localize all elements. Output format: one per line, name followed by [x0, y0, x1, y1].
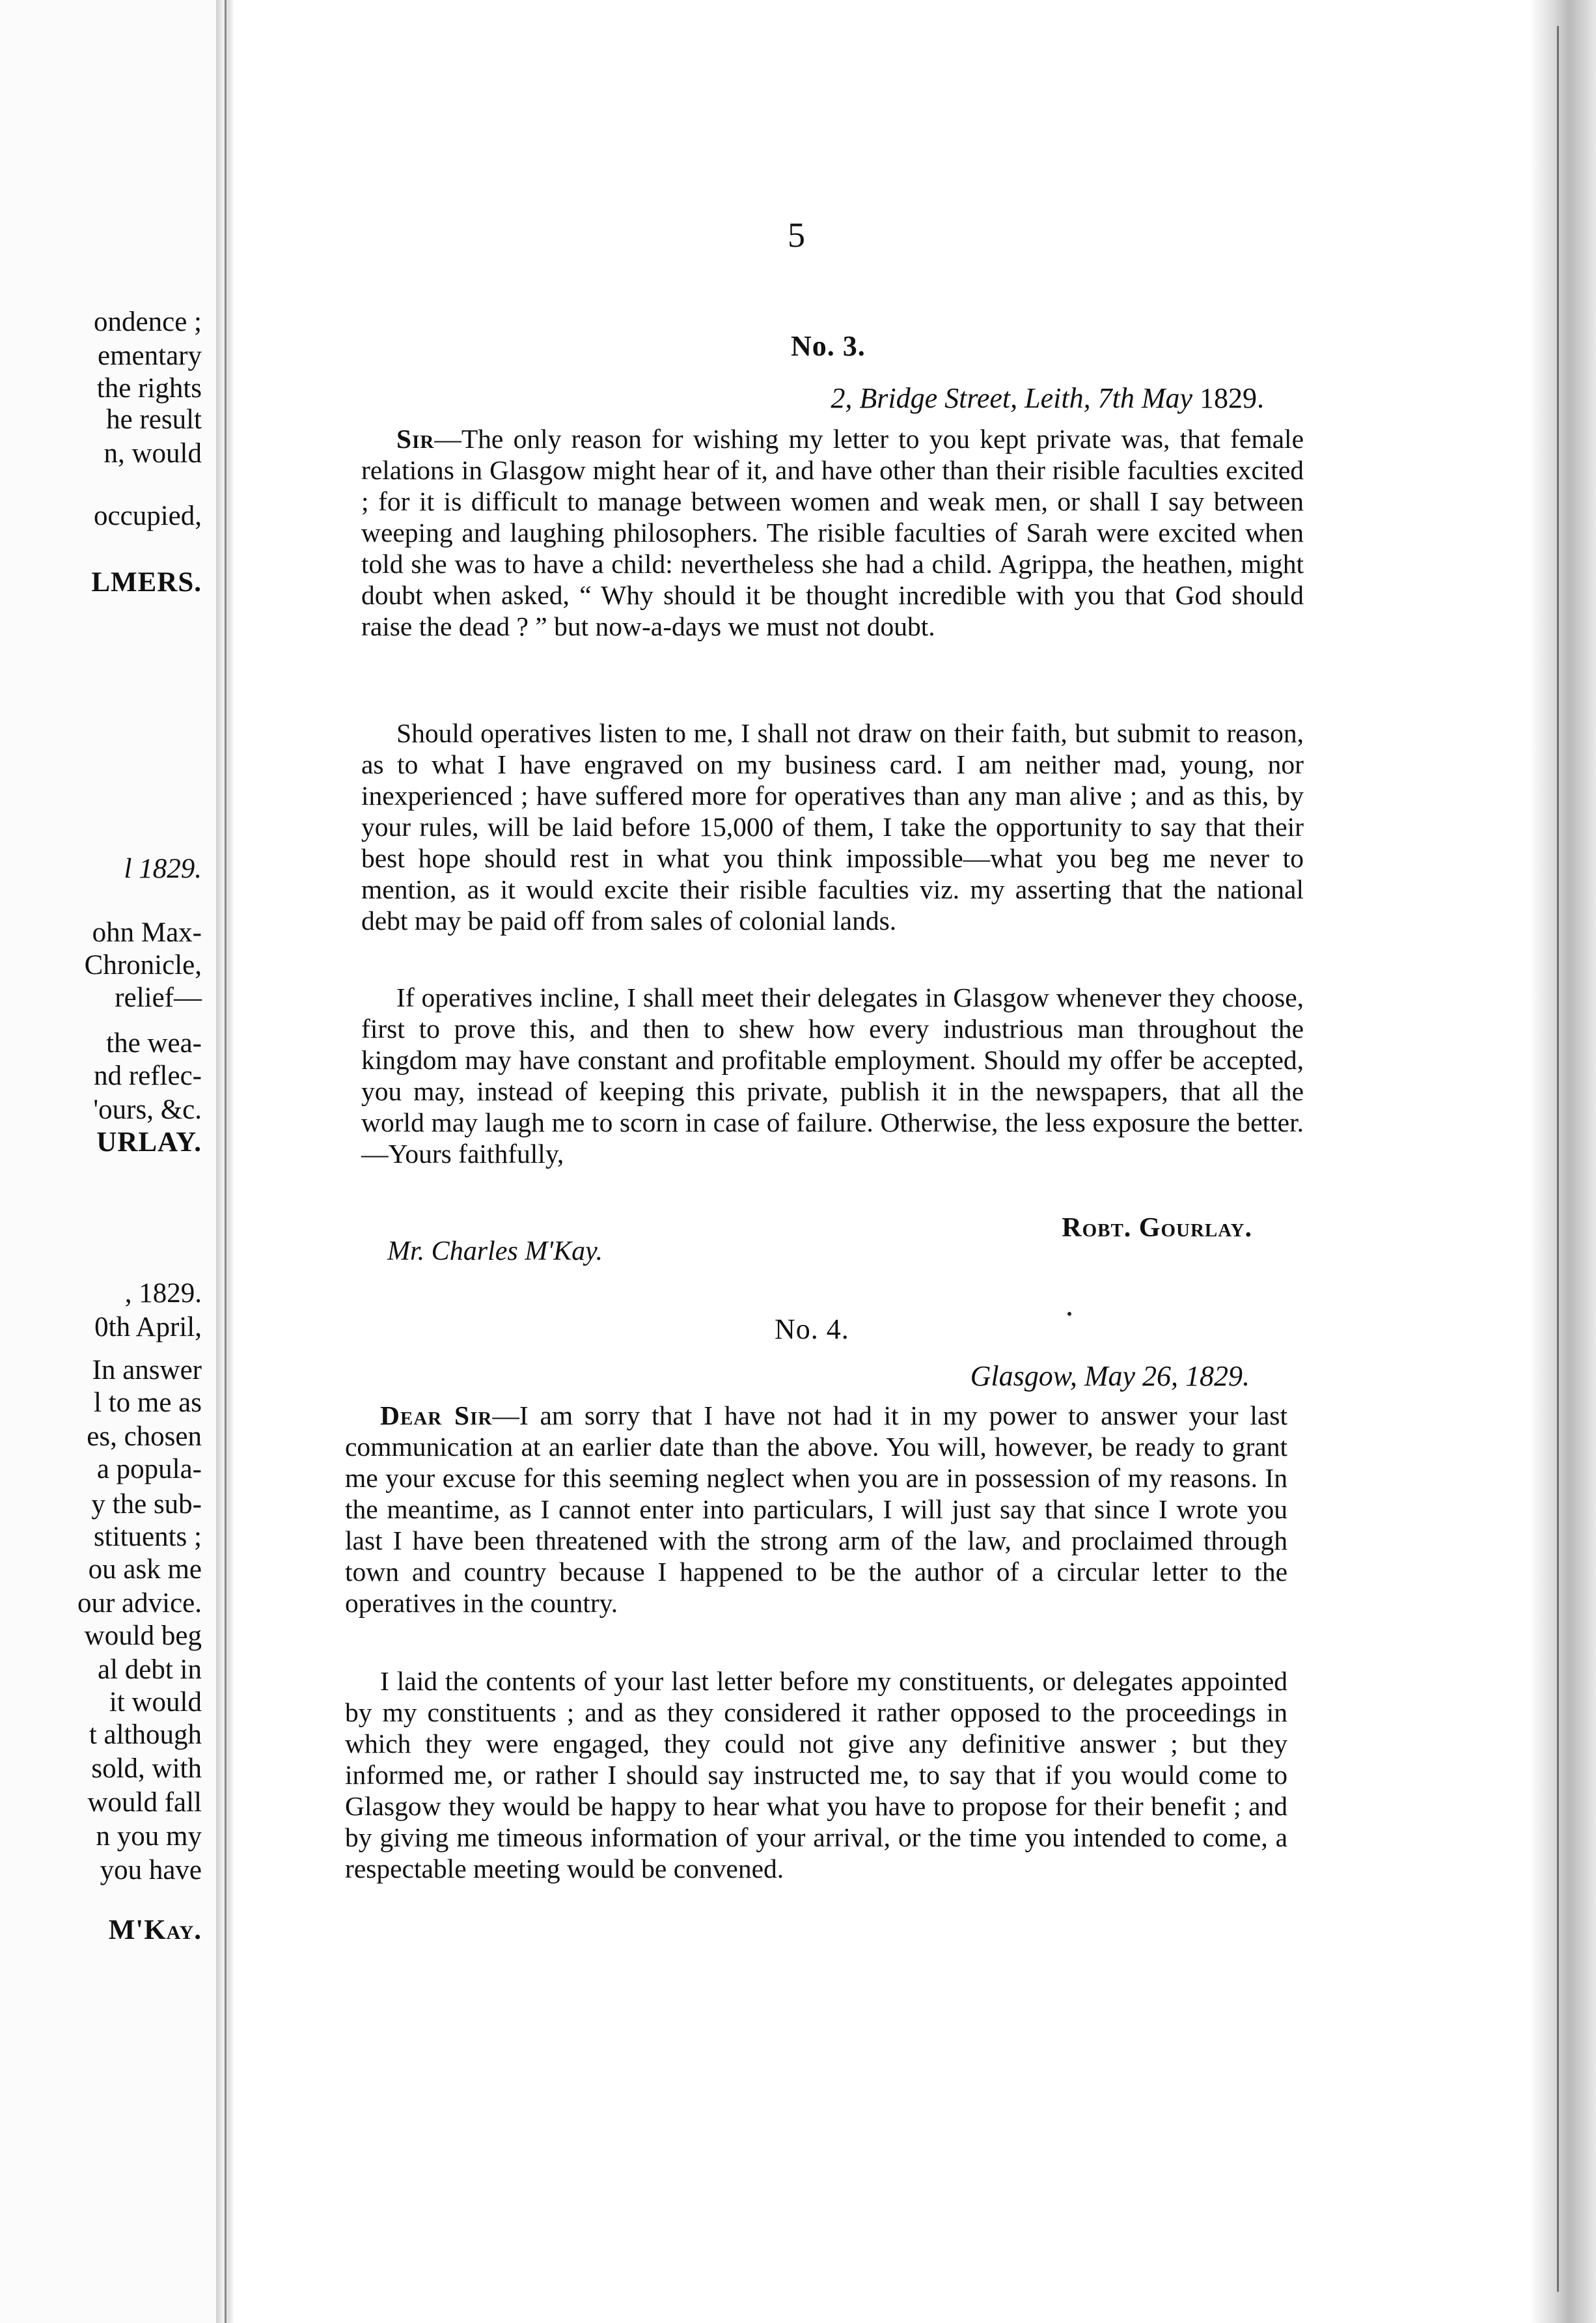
left-page-line: al debt in [97, 1654, 202, 1685]
left-page-line: ementary [98, 341, 202, 371]
left-page-line: M'Kay. [108, 1915, 202, 1945]
ink-speck [1067, 1312, 1071, 1316]
letter-4-paragraph-2: I laid the contents of your last letter before my constituents, or delegates appointed by my constituents ; and as they considered it rather opposed to the proceedings in which they were engaged, they could not give any definitive answer ; but they informed me, or rather I should say instructed me, to say that if you would come to Glasgow they would be happy to hear what you have to propose for their benefit ; and by giving me timeous information of your arrival, or the time you intended to come, a respectable meeting would be convened. [345, 1666, 1287, 1884]
left-page-line: In answer [92, 1355, 202, 1385]
left-facing-page [0, 0, 221, 2323]
left-page-line: l to me as [94, 1387, 202, 1418]
letter-3-paragraph-3: If operatives incline, I shall meet their delegates in Glasgow whenever they choose, first to prove this, and then to shew how every industrious man throughout the kingdom may have constant and profitable employment. Should my offer be accepted, you may, instead of keeping this private, publish it in the newspapers, that all the world may laugh me to scorn in case of failure. Otherwise, the less exposure the better.—Yours faithfully, [361, 982, 1304, 1169]
left-page-line: 'ours, &c. [93, 1094, 202, 1125]
left-page-line: sold, with [91, 1753, 202, 1784]
letter-3-p1-text: —The only reason for wishing my letter to you kept private was, that female relations in Glasgow might hear of it, and have other than their risible faculties excited ; for it is difficult to manage between women and weak men, or shall I say between weeping and laughing philosophers. The risible faculties of Sarah were excited when told she was to have a child: nevertheless she had a child. Agrippa, the heathen, might doubt when asked, “ Why should it be thought incredible with you that God should raise the dead ? ” but now-a-days we must not doubt. [361, 424, 1304, 641]
letter-3-dateline-year: 1829. [1200, 382, 1264, 414]
letter-3-addressee: Mr. Charles M'Kay. [387, 1236, 603, 1266]
page-number: 5 [788, 216, 805, 255]
right-edge-line [1557, 26, 1559, 2292]
left-page-line: occupied, [94, 501, 202, 531]
left-page-line: stituents ; [93, 1522, 202, 1552]
left-page-line: you have [100, 1855, 202, 1885]
left-page-line: our advice. [77, 1588, 202, 1619]
letter-3-salutation: Sir [396, 424, 435, 454]
right-page-edge [1530, 0, 1596, 2323]
letter-4-p1-text: —I am sorry that I have not had it in my power to answer your last communication at an earlier date than the above. You will, however, be ready to grant me your excuse for this seeming neglect when you are in possession of my reasons. In the meantime, as I cannot enter into particulars, I will just say that since I wrote you last I have been threatened with the strong arm of the law, and proclaimed through town and country because I happened to be the author of a circular letter to the operatives in the country. [345, 1400, 1287, 1618]
left-page-line: he result [106, 404, 202, 435]
left-page-line: a popula- [96, 1454, 202, 1484]
left-page-line: the rights [96, 373, 202, 404]
letter-3-heading: No. 3. [791, 330, 866, 362]
left-page-line: LMERS. [91, 567, 202, 598]
letter-3-dateline-place: 2, Bridge Street, Leith, 7th May [831, 382, 1192, 414]
left-page-line: l 1829. [124, 854, 202, 884]
letter-3-paragraph-2: Should operatives listen to me, I shall not draw on their faith, but submit to reason, as to what I have engraved on my business card. I am neither mad, young, nor inexperienced ; have suffered more for operatives than any man alive ; and as this, by your rules, will be laid before 15,000 of them, I take the opportunity to say that their best hope should rest in what you think impossible—what you beg me never to mention, as it would excite their risible faculties viz. my asserting that the national debt may be paid off from sales of colonial lands. [361, 718, 1304, 936]
left-page-line: it would [109, 1687, 202, 1718]
left-page-line: y the sub- [91, 1489, 202, 1520]
left-page-line: nd reflec- [94, 1061, 202, 1091]
left-page-line: , 1829. [124, 1278, 202, 1309]
left-page-line: 0th April, [94, 1312, 202, 1342]
left-page-line: es, chosen [87, 1421, 202, 1452]
letter-3-signature: Robt. Gourlay. [1062, 1213, 1252, 1243]
left-page-line: ou ask me [88, 1554, 202, 1585]
letter-3-dateline [831, 382, 1264, 415]
gutter-line [225, 0, 227, 2323]
left-page-line: n you my [96, 1821, 202, 1852]
left-page-line: ohn Max- [92, 917, 202, 948]
left-page-line: ondence ; [94, 307, 202, 337]
left-page-line: would beg [84, 1621, 202, 1651]
left-page-line: relief— [115, 982, 202, 1013]
letter-4-heading: No. 4. [775, 1313, 849, 1345]
left-page-line: URLAY. [96, 1127, 202, 1158]
left-page-line: Chronicle, [84, 950, 202, 981]
left-page-line: n, would [103, 438, 202, 469]
left-page-line: t although [89, 1719, 202, 1750]
letter-4-dateline: Glasgow, May 26, 1829. [970, 1360, 1250, 1392]
letter-4-paragraph-1 [345, 1400, 1287, 1619]
letter-4-salutation: Dear Sir [380, 1400, 493, 1430]
left-page-line: would fall [87, 1787, 202, 1818]
left-page-line: the wea- [106, 1028, 202, 1059]
letter-3-paragraph-1 [361, 423, 1304, 642]
